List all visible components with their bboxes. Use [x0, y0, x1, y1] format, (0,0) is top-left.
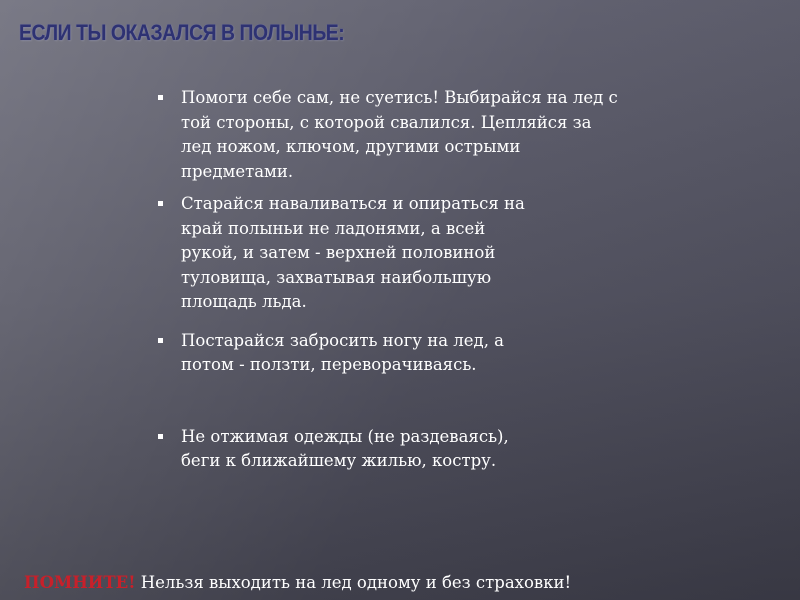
bullet-list: [155, 86, 641, 474]
slide-title: ЕСЛИ ТЫ ОКАЗАЛСЯ В ПОЛЫНЬЕ:: [19, 20, 345, 45]
list-item: [155, 192, 551, 315]
warning-label: ПОМНИТЕ!: [24, 573, 136, 592]
list-item-text: Старайся наваливаться и опираться на край полыньи не ладонями, а всей рукой, и затем - верхней половиной туловища, захватывая наибольшую площадь льда.: [181, 194, 525, 311]
square-bullet-icon: [158, 201, 163, 206]
list-item-text: Постарайся забросить ногу на лед, а потом - ползти, переворачиваясь.: [181, 330, 505, 374]
square-bullet-icon: [158, 95, 163, 100]
list-item-text: Помоги себе сам, не суетись! Выбирайся на лед с той стороны, с которой свалился. Цепляйся за лед ножом, ключом, другими острыми предметами.: [181, 88, 618, 181]
list-item: [155, 329, 551, 378]
warning-text: Нельзя выходить на лед одному и без страховки!: [135, 573, 572, 592]
list-item: [155, 86, 641, 184]
list-item-text: Не отжимая одежды (не раздеваясь), беги к ближайшему жилью, костру.: [181, 426, 509, 470]
square-bullet-icon: [158, 338, 163, 343]
list-item: [155, 425, 551, 474]
footer-note: [24, 573, 571, 592]
square-bullet-icon: [158, 434, 163, 439]
